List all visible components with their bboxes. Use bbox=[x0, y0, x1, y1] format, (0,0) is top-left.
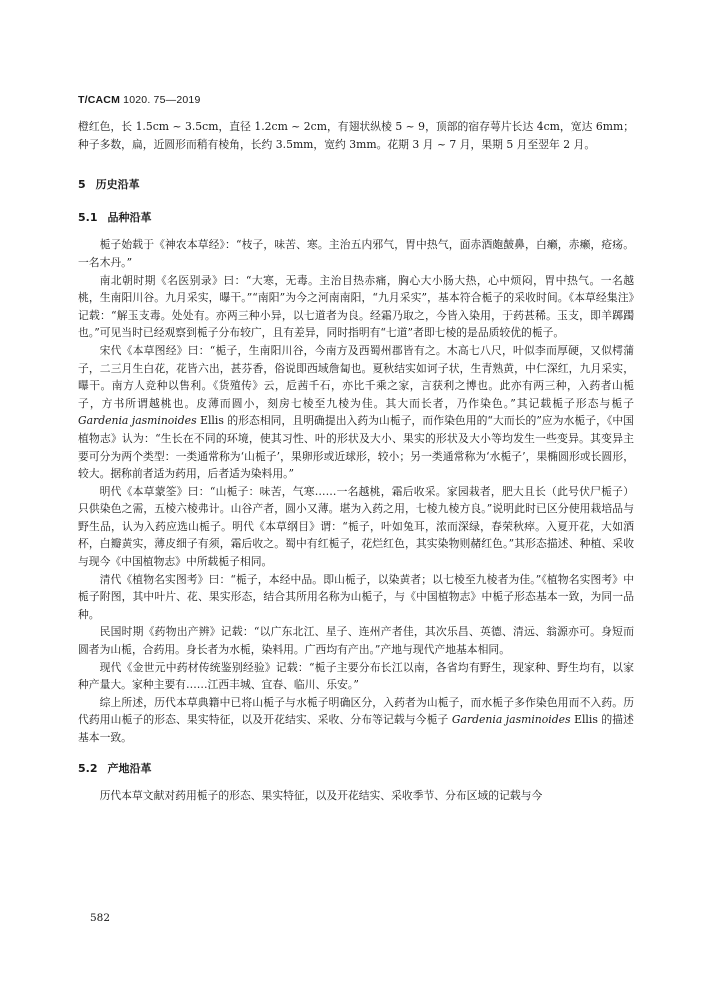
paragraph: 明代《本草蒙筌》曰：“山栀子：味苦，气寒……一名越桃，霜后收采。家园栽者，肥大且长（此号伏尸栀子）只供染色之需，五棱六棱弗计。山谷产者，圆小又薄。堪为入药之用，七棱九棱方良。”说明此时已区分使用栽培品与野生品，认为入药应选山栀子。明代《本草纲目》谓：“栀子，叶如兔耳，浓而深绿，春荣秋瘁。入夏开花，大如酒杯，白瓣黄实，薄皮细子有须，霜后收之。蜀中有红栀子，花烂红色，其实染物则赭红色。”其形态描述、种植、采收与现今《中国植物志》中所载栀子相同。 bbox=[78, 484, 634, 569]
paragraph: 南北朝时期《名医别录》曰：“大寒，无毒。主治目热赤痛，胸心大小肠大热，心中烦闷，胃中热气。一名越桃，生南阳川谷。九月采实，曝干。”“南阳”为今之河南南阳，“九月采实”，基本符合栀子的采收时间。《本草经集注》记载：“解玉支毒。处处有。亦两三种小异，以七道者为良。经霜乃取之，今皆入染用，于药甚稀。玉支，即羊踯躅也。”可见当时已经观察到栀子分布较广，且有差异，同时指明有“七道”者即七棱的是品质较优的栀子。 bbox=[78, 273, 634, 340]
section-heading-5 bbox=[78, 176, 634, 194]
standard-prefix: T/CACM bbox=[78, 94, 121, 106]
standard-number: 1020. 75—2019 bbox=[123, 94, 201, 106]
paragraph-text: 宋代《本草图经》曰：“栀子，生南阳川谷，今南方及西蜀州郡皆有之。木高七八尺，叶似李而厚硬，又似樗蒲子，二三月生白花，花皆六出，甚芬香，俗说即西域詹匐也。夏秋结实如诃子状，生青熟黄，中仁深红，九月采实，曝干。南方人竞种以售利。《货殖传》云，卮茜千石，亦比千乘之家，言获利之博也。此亦有两三种，入药者山栀子，方书所谓越桃也。皮薄而圆小，刻房七棱至九棱为佳。其大而长者，乃作染色。”其记载栀子形态与栀子 bbox=[78, 343, 634, 410]
body-content bbox=[78, 118, 634, 805]
section-title: 历史沿革 bbox=[95, 178, 140, 192]
section-heading-5-2 bbox=[78, 760, 634, 778]
paragraph: 栀子始载于《神农本草经》：“枝子，味苦、寒。主治五内邪气，胃中热气，面赤酒皰皶鼻，白癞，赤癞，疮疡。一名木丹。” bbox=[78, 238, 634, 269]
latin-name: Gardenia jasminoides bbox=[451, 713, 571, 727]
paragraph: 现代《金世元中药材传统鉴别经验》记载：“栀子主要分布长江以南，各省均有野生，现家种、野生均有，以家种产量大。家种主要有……江西丰城、宜春、临川、乐安。” bbox=[78, 660, 634, 692]
section-title: 品种沿革 bbox=[107, 210, 152, 224]
paragraph bbox=[78, 342, 634, 483]
latin-name: Gardenia jasminoides bbox=[78, 414, 197, 428]
section-number: 5.1 bbox=[78, 210, 98, 224]
paragraph-text: Ellis 的描述基本一致。 bbox=[78, 713, 634, 744]
page-number: 582 bbox=[90, 912, 111, 924]
section-number: 5 bbox=[78, 178, 86, 192]
paragraph: 清代《植物名实图考》曰：“栀子，本经中品。即山栀子，以染黄者；以七棱至九棱者为佳。”《植物名实图考》中栀子附图，其中叶片、花、果实形态，结合其所用名称为山栀子，与《中国植物志》中栀子形态基本一致，为同一品种。 bbox=[78, 572, 634, 621]
section-number: 5.2 bbox=[78, 761, 98, 775]
continuation-paragraph: 橙红色，长 1.5cm ~ 3.5cm，直径 1.2cm ~ 2cm，有翅状纵棱 5 ~ 9，顶部的宿存萼片长达 4cm，宽达 6mm；种子多数，扁，近圆形而稍有棱角，长约 3.5mm，宽约 3mm。花期 3 月 ~ 7 月，果期 5 月至翌年 2 月。 bbox=[78, 120, 634, 151]
paragraph-text: Ellis 的形态相同，且明确提出入药为山栀子，而作染色用的“大而长的”应为水栀子，《中国植物志》认为：“生长在不同的环境，使其习性、叶的形状及大小、果实的形状及大小等均发生一些变异。其变异主要可分为两个类型：一类通常称为‘山栀子’，果卵形或近球形，较小；另一类通常称为‘水栀子’，果椭圆形或长圆形，较大。据称前者适为药用，后者适为染料用。” bbox=[78, 414, 634, 481]
paragraph bbox=[78, 694, 634, 747]
standard-header bbox=[78, 94, 201, 106]
section-title: 产地沿革 bbox=[107, 761, 152, 775]
paragraph: 历代本草文献对药用栀子的形态、果实特征，以及开花结实、采收季节、分布区域的记载与今 bbox=[99, 789, 543, 803]
paragraph: 民国时期《药物出产辨》记载：“以广东北江、星子、连州产者佳，其次乐昌、英德、清远、翁源亦可。身短而圆者为山栀，合药用。身长者为水栀，染料用。广西均有产出。”产地与现代产地基本相同。 bbox=[78, 625, 634, 657]
section-heading-5-1 bbox=[78, 209, 634, 227]
paragraph-text: 综上所述，历代本草典籍中已将山栀子与水栀子明确区分，入药者为山栀子，而水栀子多作染色用而不入药。历代药用山栀子的形态、果实特征，以及开花结实、采收、分布等记载与今栀子 bbox=[78, 695, 634, 727]
